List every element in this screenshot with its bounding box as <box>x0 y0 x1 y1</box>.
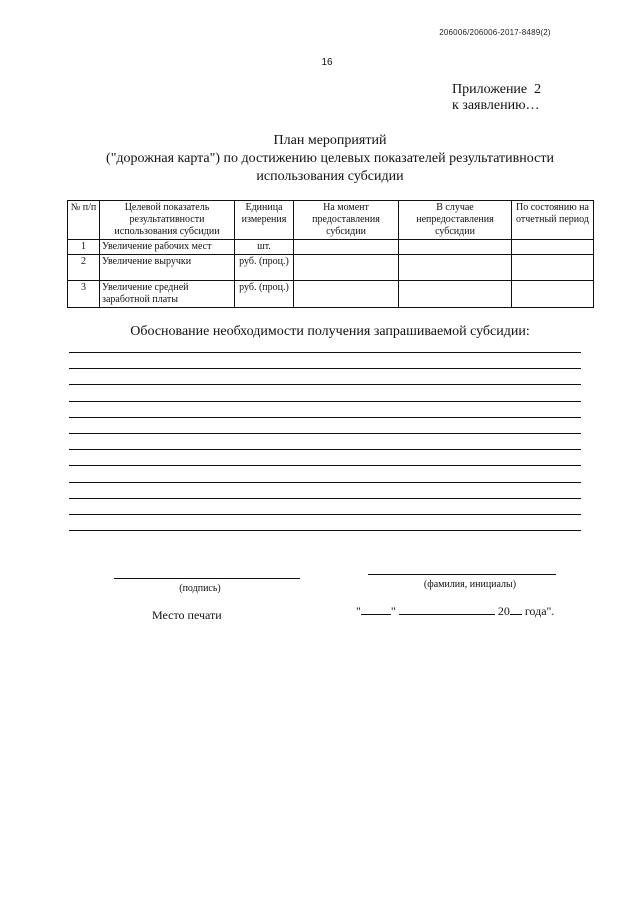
rationale-title: Обоснование необходимости получения запрашиваемой субсидии: <box>130 324 530 339</box>
title-line-3: использования субсидии <box>256 169 404 184</box>
name-label: (фамилия, инициалы) <box>423 579 517 590</box>
rationale-line[interactable] <box>69 514 581 515</box>
rationale-line[interactable] <box>69 433 581 434</box>
title-line-1: План мероприятий <box>273 133 387 148</box>
row-unit: руб. (проц.) <box>235 255 294 281</box>
title-line-2: ("дорожная карта") по достижению целевых показателей результативности <box>106 151 554 166</box>
table-row <box>68 281 594 308</box>
header-no-grant: В случае непредоставления субсидии <box>399 201 512 240</box>
row-indicator: Увеличение выручки <box>100 255 235 281</box>
header-unit: Единица измерения <box>235 201 294 240</box>
roadmap-table <box>67 200 594 308</box>
cell-reporting-period[interactable] <box>512 240 594 255</box>
date-field <box>356 604 554 619</box>
cell-no-grant[interactable] <box>399 240 512 255</box>
document-id: 206006/206006-2017-8489(2) <box>439 28 551 37</box>
date-year-prefix: 20 <box>497 604 510 618</box>
cell-no-grant[interactable] <box>399 281 512 308</box>
rationale-line[interactable] <box>69 498 581 499</box>
date-month-blank[interactable] <box>399 614 495 615</box>
appendix-line-1: Приложение 2 <box>452 82 542 97</box>
table-header-row <box>68 201 594 240</box>
seal-label: Место печати <box>152 608 222 622</box>
page-number: 16 <box>321 57 333 68</box>
plan-title <box>60 132 600 186</box>
cell-reporting-period[interactable] <box>512 255 594 281</box>
table-row <box>68 240 594 255</box>
rationale-line[interactable] <box>69 482 581 483</box>
row-indicator: Увеличение средней заработной платы <box>100 281 235 308</box>
rationale-line[interactable] <box>69 449 581 450</box>
signature-label: (подпись) <box>179 583 221 594</box>
date-close-quote: " <box>390 604 396 618</box>
appendix-reference <box>452 82 541 114</box>
name-line[interactable] <box>368 574 556 575</box>
appendix-line-2: к заявлению… <box>452 98 540 113</box>
date-open-quote: " <box>356 604 361 618</box>
rationale-line[interactable] <box>69 530 581 531</box>
date-suffix: года". <box>524 604 555 618</box>
rationale-line[interactable] <box>69 417 581 418</box>
header-reporting-period: По состоянию на отчетный период <box>512 201 594 240</box>
cell-reporting-period[interactable] <box>512 281 594 308</box>
row-number: 2 <box>68 255 100 281</box>
rationale-line[interactable] <box>69 401 581 402</box>
row-number: 3 <box>68 281 100 308</box>
row-unit: шт. <box>235 240 294 255</box>
rationale-line[interactable] <box>69 352 581 353</box>
rationale-line[interactable] <box>69 465 581 466</box>
cell-at-grant[interactable] <box>294 240 399 255</box>
header-number: № п/п <box>68 201 100 240</box>
signature-line[interactable] <box>114 578 300 579</box>
cell-no-grant[interactable] <box>399 255 512 281</box>
header-at-grant: На момент предоставления субсидии <box>294 201 399 240</box>
rationale-line[interactable] <box>69 368 581 369</box>
rationale-line[interactable] <box>69 384 581 385</box>
date-year-blank[interactable] <box>510 614 522 615</box>
row-indicator: Увеличение рабочих мест <box>100 240 235 255</box>
date-day-blank[interactable] <box>361 614 391 615</box>
row-number: 1 <box>68 240 100 255</box>
header-indicator: Целевой показатель результативности использования субсидии <box>100 201 235 240</box>
cell-at-grant[interactable] <box>294 255 399 281</box>
row-unit: руб. (проц.) <box>235 281 294 308</box>
cell-at-grant[interactable] <box>294 281 399 308</box>
table-row <box>68 255 594 281</box>
